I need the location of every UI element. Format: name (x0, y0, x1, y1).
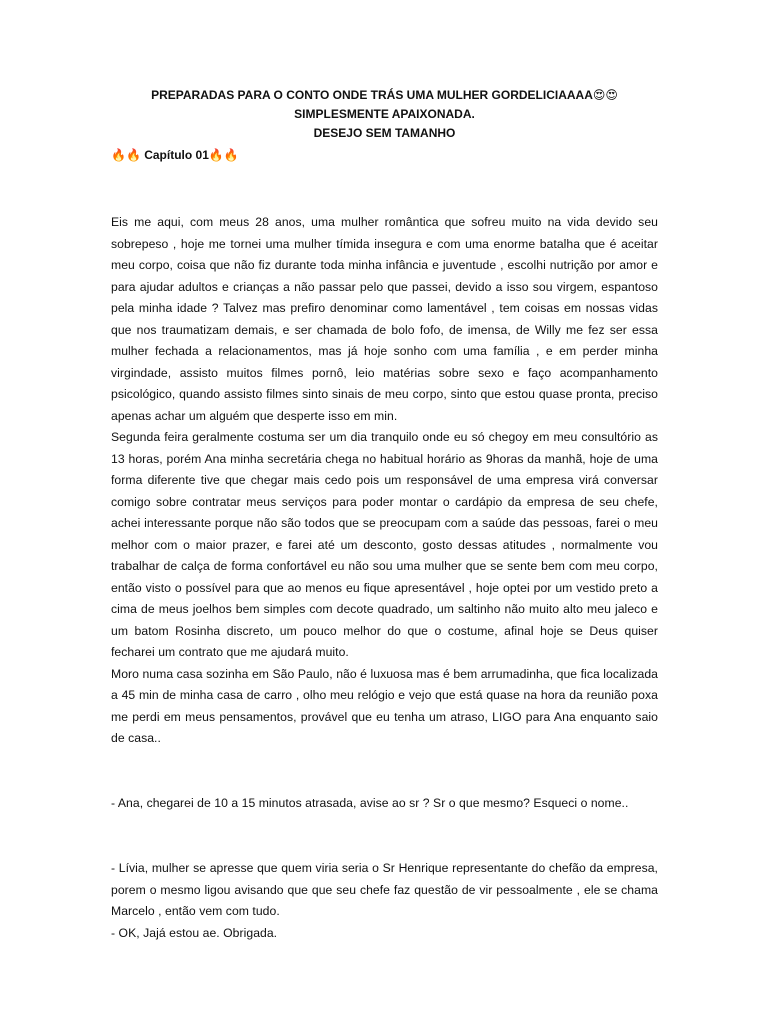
paragraph: Moro numa casa sozinha em São Paulo, não é luxuosa mas é bem arrumadinha, que fica localizada a 45 min de minha casa de carro , olho meu relógio e vejo que está quase na hora da reunião poxa me perdi em meus pensamentos, provável que eu tenha um atraso, LIGO para Ana enquanto saio de casa.. (111, 666, 658, 745)
chapter-heading: 🔥🔥 Capítulo 01🔥🔥 (111, 148, 239, 162)
document-title-line-3: DESEJO SEM TAMANHO (313, 126, 456, 140)
dialogue-line: - Ana, chegarei de 10 a 15 minutos atrasada, avise ao sr ? Sr o que mesmo? Esqueci o nome.. (111, 795, 629, 810)
dialogue-line: - Lívia, mulher se apresse que quem viria seria o Sr Henrique representante do chefão da empresa, porem o mesmo ligou avisando que que seu chefe faz questão de vir pessoalmente , ele se chama Marcelo , então vem com tudo. (111, 861, 658, 918)
dialogue-line: - OK, Jajá estou ae. Obrigada. (111, 925, 278, 940)
document-title-line-2: SIMPLESMENTE APAIXONADA. (294, 107, 475, 121)
paragraph: Eis me aqui, com meus 28 anos, uma mulher romântica que sofreu muito na vida devido seu sobrepeso , hoje me tornei uma mulher tímida insegura e com uma enorme batalha que é aceitar meu corpo, coisa que não fiz durante toda minha infância e juventude , escolhi nutrição por amor e para ajudar adultos e crianças a não passar pelo que passei, devido a isso sou virgem, espantoso pela minha idade ? Talvez mas prefiro denominar como lamentável , tem coisas em nossas vidas que nos traumatizam demais, e ser chamada de bolo fofo, de imensa, de Willy me fez ser essa mulher fechada a relacionamentos, mas já hoje sonho com uma família , e em perder minha virgindade, assisto muitos filmes pornô, leio matérias sobre sexo e faço acompanhamento psicológico, quando assisto filmes sinto sinais de meu corpo, sinto que estou quase pronta, preciso apenas achar um alguém que desperte isso em min. (111, 215, 658, 423)
document-title-line-1: PREPARADAS PARA O CONTO ONDE TRÁS UMA MULHER GORDELICIAAAA😍😍 (151, 88, 618, 102)
paragraph: Segunda feira geralmente costuma ser um dia tranquilo onde eu só chegoy em meu consultório as 13 horas, porém Ana minha secretária chega no habitual horário as 9horas da manhã, hoje de uma forma diferente tive que chegar mais cedo pois um responsável de uma empresa virá conversar comigo sobre contratar meus serviços para poder montar o cardápio da empresa de seu chefe, achei interessante porque não são todos que se preocupam com a saúde das pessoas, farei o meu melhor com o maior prazer, e farei até um desconto, gosto dessas atitudes , normalmente vou trabalhar de calça de forma confortável eu não sou uma mulher que se sente bem com meu corpo, então visto o possível para que ao menos eu fique apresentável , hoje optei por um vestido preto a cima de meus joelhos bem simples com decote quadrado, um saltinho não muito alto meu jaleco e um batom Rosinha discreto, um pouco melhor do que o costume, afinal hoje se Deus quiser fecharei um contrato que me ajudará muito. (111, 430, 658, 659)
document-page (111, 86, 658, 944)
